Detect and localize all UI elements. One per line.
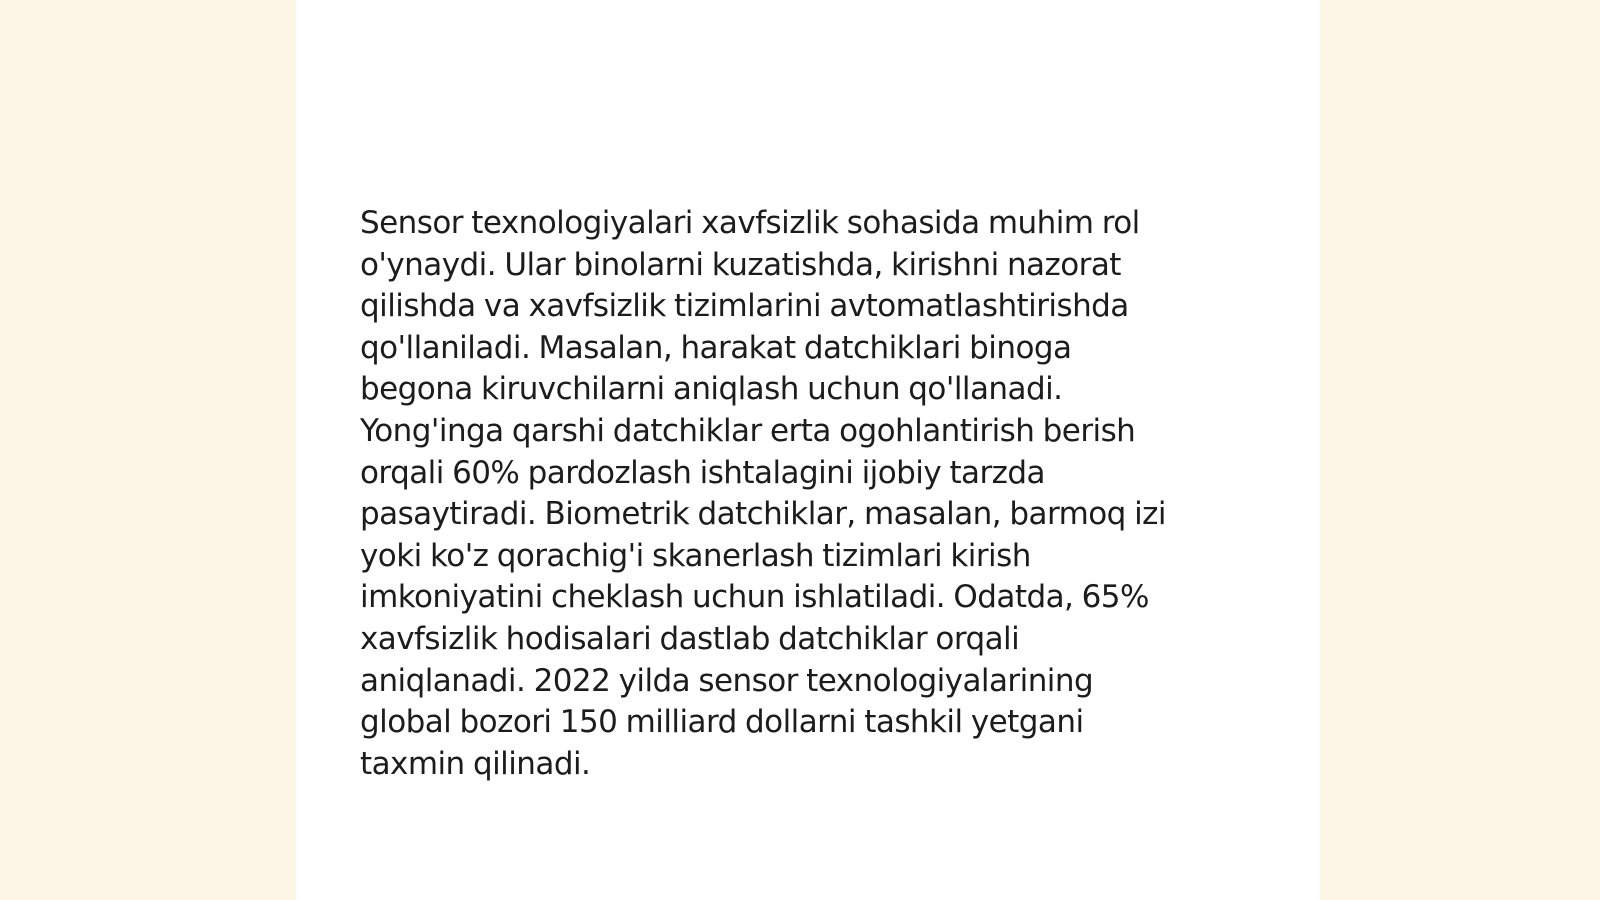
- paragraph-line-8: pasaytiradi. Biometrik datchiklar, masalan, barmoq izi: [360, 496, 1166, 533]
- paragraph-line-2: o'ynaydi. Ular binolarni kuzatishda, kirishni nazorat: [360, 246, 1121, 283]
- paragraph-line-6: Yong'inga qarshi datchiklar erta ogohlantirish berish: [360, 412, 1136, 449]
- paragraph-line-7: orqali 60% pardozlash ishtalagini ijobiy tarzda: [360, 454, 1045, 491]
- document-page: [296, 0, 1320, 900]
- paragraph-line-13: global bozori 150 milliard dollarni tashkil yetgani: [360, 704, 1084, 741]
- paragraph-line-12: aniqlanadi. 2022 yilda sensor texnologiyalarining: [360, 662, 1094, 699]
- body-paragraph: [360, 203, 1240, 785]
- paragraph-line-4: qo'llaniladi. Masalan, harakat datchiklari binoga: [360, 329, 1072, 366]
- paragraph-line-11: xavfsizlik hodisalari dastlab datchiklar orqali: [360, 620, 1020, 657]
- paragraph-line-14: taxmin qilinadi.: [360, 745, 591, 782]
- paragraph-line-5: begona kiruvchilarni aniqlash uchun qo'llanadi.: [360, 371, 1063, 408]
- paragraph-line-3: qilishda va xavfsizlik tizimlarini avtomatlashtirishda: [360, 288, 1129, 325]
- paragraph-line-9: yoki ko'z qorachig'i skanerlash tizimlari kirish: [360, 537, 1031, 574]
- paragraph-line-10: imkoniyatini cheklash uchun ishlatiladi. Odatda, 65%: [360, 579, 1149, 616]
- paragraph-line-1: Sensor texnologiyalari xavfsizlik sohasida muhim rol: [360, 205, 1140, 241]
